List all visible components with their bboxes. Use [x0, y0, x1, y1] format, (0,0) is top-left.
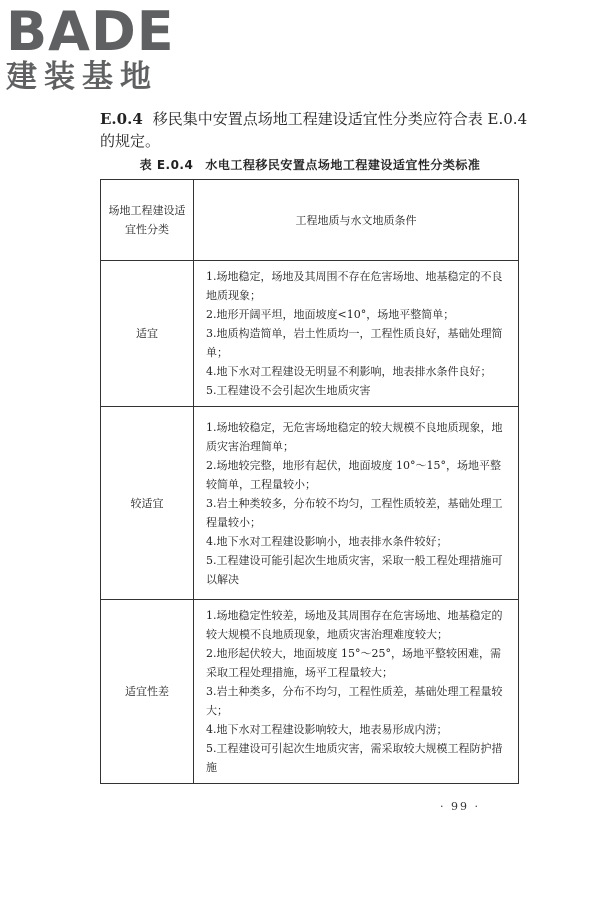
condition-item: 4.地下水对工程建设影响较大，地表易形成内涝；	[206, 723, 448, 736]
row-conditions	[194, 261, 519, 407]
condition-item: 1.场地稳定，场地及其周围不存在危害场地、地基稳定的不良地质现象；	[206, 270, 503, 302]
table-row	[101, 407, 519, 600]
table-row	[101, 261, 519, 407]
row-category: 较适宜	[101, 407, 194, 600]
condition-item: 4.地下水对工程建设影响小，地表排水条件较好；	[206, 534, 448, 548]
table-row	[101, 600, 519, 784]
condition-item: 2.场地较完整，地形有起伏，地面坡度 10°～15°，场地平整较简单，工程量较小；	[206, 458, 501, 491]
row-category: 适宜性差	[101, 600, 194, 784]
row-conditions	[194, 600, 519, 784]
condition-item: 1.场地较稳定，无危害场地稳定的较大规模不良地质现象，地质灾害治理简单；	[206, 420, 503, 453]
brand-subtitle: 建装基地	[6, 59, 158, 95]
condition-item: 4.地下水对工程建设无明显不利影响，地表排水条件良好；	[206, 365, 492, 378]
page-number: · 99 ·	[440, 800, 480, 813]
condition-item: 5.工程建设可能引起次生地质灾害，采取一般工程处理措施可以解决	[206, 553, 503, 586]
condition-item: 3.地质构造简单，岩土性质均一，工程性质良好，基础处理简单；	[206, 327, 503, 359]
header-condition: 工程地质与水文地质条件	[194, 180, 519, 261]
clause-text: 移民集中安置点场地工程建设适宜性分类应符合表 E.0.4 的规定。	[100, 110, 528, 150]
header-category: 场地工程建设适宜性分类	[101, 180, 194, 261]
condition-item: 2.地形开阔平坦，地面坡度<10°，场地平整简单；	[206, 308, 455, 321]
table-caption-title: 水电工程移民安置点场地工程建设适宜性分类标准	[205, 158, 481, 172]
row-category: 适宜	[101, 261, 194, 407]
table-caption	[100, 156, 520, 173]
condition-item: 3.岩土种类多，分布不均匀，工程性质差，基础处理工程量较大；	[206, 685, 503, 717]
suitability-table	[100, 179, 519, 784]
table-caption-number: 表 E.0.4	[139, 158, 194, 172]
brand-logo	[6, 0, 181, 96]
row-conditions	[194, 407, 519, 600]
condition-item: 1.场地稳定性较差，场地及其周围存在危害场地、地基稳定的较大规模不良地质现象，地质灾害治理难度较大；	[206, 609, 503, 641]
clause-number: E.0.4	[100, 110, 143, 128]
condition-item: 5.工程建设可引起次生地质灾害，需采取较大规模工程防护措施	[206, 742, 503, 774]
clause-paragraph	[100, 108, 530, 152]
condition-item: 5.工程建设不会引起次生地质灾害	[206, 384, 371, 397]
brand-name: BADE	[6, 0, 175, 63]
table-header-row	[101, 180, 519, 261]
condition-item: 2.地形起伏较大，地面坡度 15°～25°，场地平整较困难，需采取工程处理措施，场平工程量较大；	[206, 647, 501, 679]
condition-item: 3.岩土种类较多，分布较不均匀，工程性质较差，基础处理工程量较小；	[206, 496, 503, 529]
